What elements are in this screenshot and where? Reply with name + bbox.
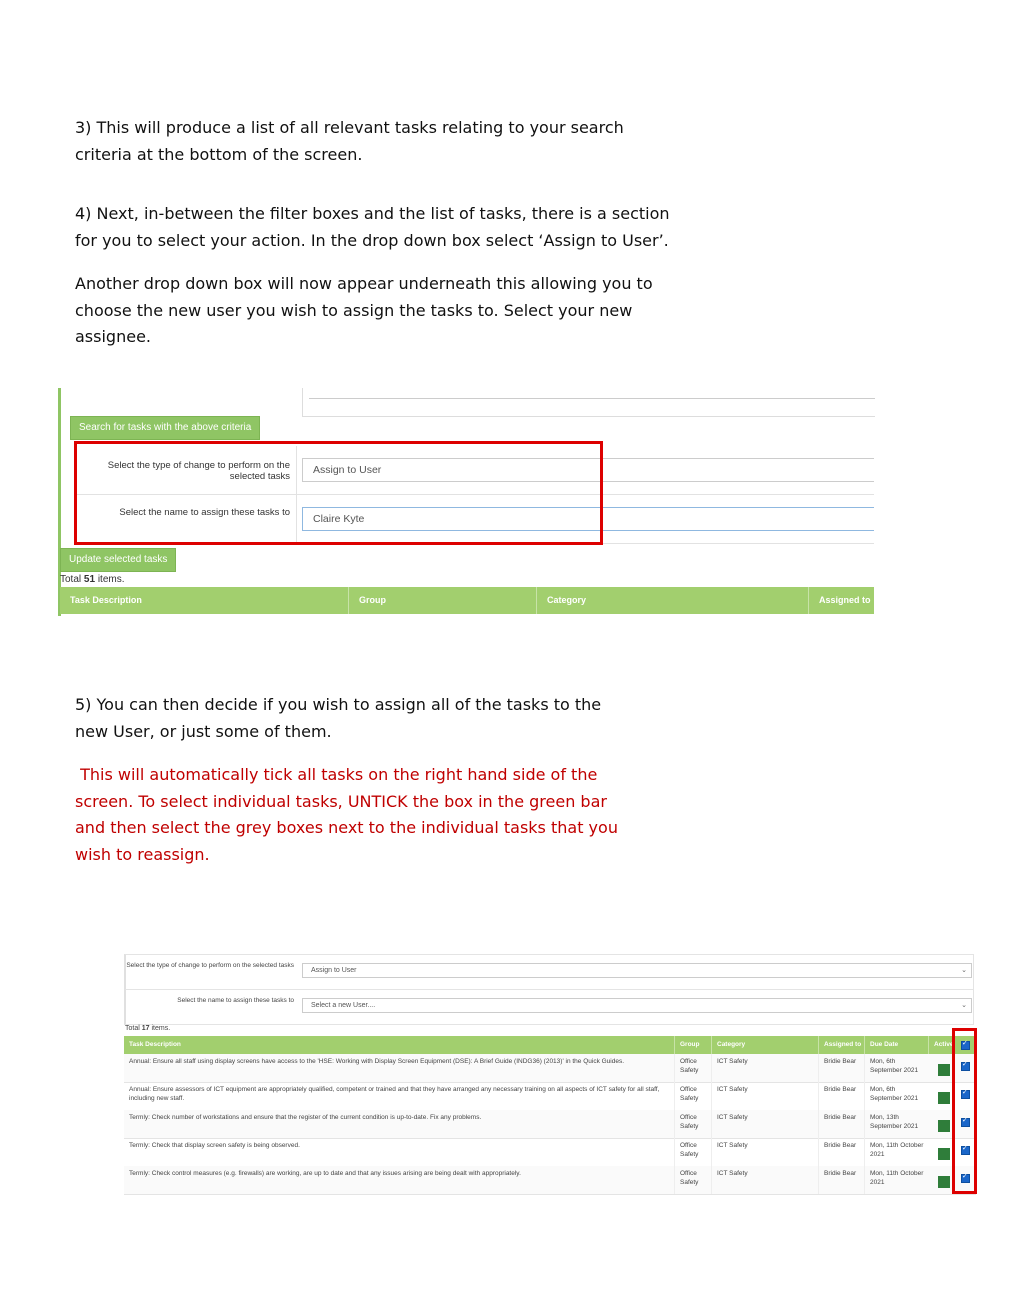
active-indicator[interactable] [938, 1120, 950, 1132]
task-assigned-to: Bridie Bear [818, 1082, 864, 1110]
column-group[interactable]: Group [674, 1036, 711, 1054]
table-row[interactable] [124, 1054, 976, 1083]
task-rows [124, 1054, 976, 1198]
assign-name-label: Select the name to assign these tasks to [119, 507, 290, 518]
task-category: ICT Safety [711, 1166, 818, 1194]
column-due-date[interactable]: Due Date [864, 1036, 928, 1054]
task-table-header [60, 587, 874, 614]
task-assigned-to: Bridie Bear [818, 1138, 864, 1166]
change-type-label: Select the type of change to perform on the selected tasks [107, 460, 290, 482]
task-due-date: Mon, 13th September 2021 [864, 1110, 928, 1138]
change-type-select[interactable]: Assign to User [302, 458, 874, 482]
previous-filter-cell [302, 388, 875, 417]
task-category: ICT Safety [711, 1110, 818, 1138]
task-group: Office Safety [674, 1054, 711, 1082]
instruction-step-5-warning: This will automatically tick all tasks on the right hand side of the screen. To select individual tasks, UNTICK the box in the green bar and then select the grey boxes next to the individual tasks that you wish to reassign. [75, 765, 618, 864]
task-description: Annual: Ensure assessors of ICT equipment are appropriately qualified, competent or trained and that they have arranged any necessary training on all aspects of ICT safety for all staff, including new staff. [129, 1086, 660, 1102]
column-category[interactable]: Category [536, 587, 808, 614]
instruction-step-4: 4) Next, in-between the filter boxes and the list of tasks, there is a section for you to select your action. In the drop down box select ‘Assign to User’. [75, 204, 670, 250]
assign-name-select[interactable]: Select a new User.... ⌄ [302, 998, 972, 1013]
task-due-date: Mon, 6th September 2021 [864, 1082, 928, 1110]
active-indicator[interactable] [938, 1176, 950, 1188]
column-active[interactable]: Active [928, 1036, 956, 1054]
total-items: Total 17 items. [125, 1025, 171, 1032]
active-indicator[interactable] [938, 1148, 950, 1160]
instruction-step-3: 3) This will produce a list of all relevant tasks relating to your search criteria at the bottom of the screen. [75, 118, 624, 164]
total-items: Total 51 items. [60, 574, 125, 585]
column-assigned-to[interactable]: Assigned to [808, 587, 874, 614]
task-category: ICT Safety [711, 1054, 818, 1082]
task-description: Termly: Check control measures (e.g. firewalls) are working, are up to date and that any issues arising are being dealt with appropriately. [129, 1170, 521, 1177]
screenshot-assign-form [58, 388, 874, 616]
assign-name-label: Select the name to assign these tasks to [177, 997, 294, 1004]
checkbox-column-highlight [952, 1028, 977, 1194]
task-due-date: Mon, 11th October 2021 [864, 1138, 928, 1166]
table-row[interactable] [124, 1166, 976, 1195]
task-group: Office Safety [674, 1110, 711, 1138]
task-assigned-to: Bridie Bear [818, 1166, 864, 1194]
task-assigned-to: Bridie Bear [818, 1054, 864, 1082]
update-selected-tasks-button[interactable]: Update selected tasks [60, 548, 176, 572]
task-description: Termly: Check that display screen safety is being observed. [129, 1142, 300, 1149]
task-group: Office Safety [674, 1082, 711, 1110]
task-table-header [124, 1036, 976, 1054]
assign-name-row [124, 989, 974, 1025]
task-category: ICT Safety [711, 1082, 818, 1110]
column-group[interactable]: Group [348, 587, 536, 614]
task-description: Annual: Ensure all staff using display screens have access to the 'HSE: Working with Display Screen Equipment (DSE): A Brief Guide (INDG36) (2013)' in the Quick Guides. [129, 1058, 625, 1065]
table-row[interactable] [124, 1082, 976, 1111]
screenshot-task-list [124, 952, 976, 1198]
task-group: Office Safety [674, 1138, 711, 1166]
active-indicator[interactable] [938, 1092, 950, 1104]
column-assigned-to[interactable]: Assigned to [818, 1036, 864, 1054]
active-indicator[interactable] [938, 1064, 950, 1076]
chevron-down-icon: ⌄ [961, 967, 967, 974]
assign-name-select[interactable]: Claire Kyte [302, 507, 874, 531]
table-row[interactable] [124, 1138, 976, 1167]
table-row[interactable] [124, 1110, 976, 1139]
chevron-down-icon: ⌄ [961, 1002, 967, 1009]
column-category[interactable]: Category [711, 1036, 818, 1054]
task-due-date: Mon, 11th October 2021 [864, 1166, 928, 1194]
task-group: Office Safety [674, 1166, 711, 1194]
task-assigned-to: Bridie Bear [818, 1110, 864, 1138]
column-task-description[interactable]: Task Description [129, 1041, 181, 1048]
highlight-box [74, 441, 603, 545]
task-description: Termly: Check number of workstations and ensure that the register of the current condition is up-to-date. Fix any problems. [129, 1114, 482, 1121]
task-category: ICT Safety [711, 1138, 818, 1166]
change-type-select[interactable]: Assign to User ⌄ [302, 963, 972, 978]
task-due-date: Mon, 6th September 2021 [864, 1054, 928, 1082]
search-tasks-button[interactable]: Search for tasks with the above criteria [70, 416, 260, 440]
column-task-description[interactable]: Task Description [70, 595, 142, 605]
instruction-step-4-continued: Another drop down box will now appear underneath this allowing you to choose the new user you wish to assign the tasks to. Select your new assignee. [75, 274, 653, 346]
change-type-row [124, 954, 974, 990]
instruction-step-5: 5) You can then decide if you wish to assign all of the tasks to the new User, or just some of them. [75, 695, 602, 741]
change-type-label: Select the type of change to perform on the selected tasks [126, 962, 294, 969]
